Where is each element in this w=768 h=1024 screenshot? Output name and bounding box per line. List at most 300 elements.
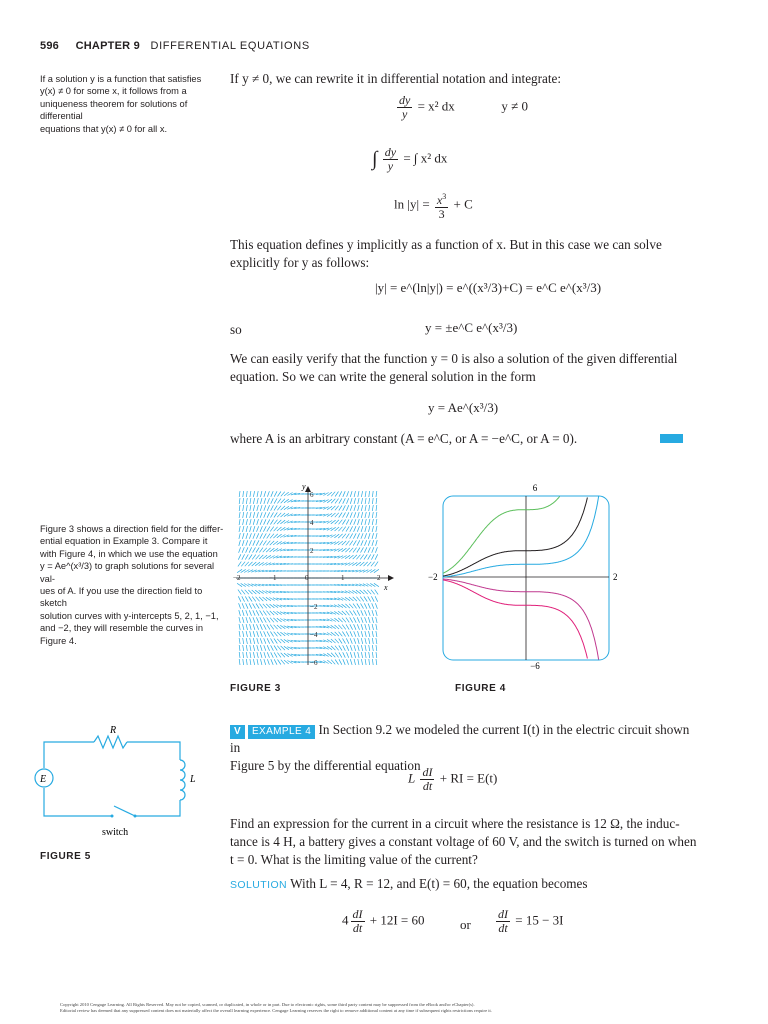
slope-segment	[350, 652, 352, 658]
slope-segment	[371, 596, 374, 601]
slope-segment	[250, 498, 251, 504]
fraction-dy-y-2: $\frac{dy}{y}$	[384, 145, 397, 173]
slope-segment	[238, 596, 241, 601]
slope-segment	[278, 660, 281, 665]
slope-segment	[339, 639, 342, 644]
y-tick-label: 6	[310, 491, 314, 499]
slope-segment	[271, 498, 274, 503]
slope-segment	[343, 505, 346, 510]
slope-segment	[253, 526, 255, 532]
slope-segment	[256, 597, 260, 602]
slope-segment	[360, 555, 364, 560]
slope-segment	[267, 652, 269, 658]
slope-segment	[239, 533, 240, 539]
slope-segment	[339, 506, 342, 511]
slope-segment	[263, 548, 267, 552]
slope-segment	[264, 512, 266, 518]
slope-segment	[360, 597, 364, 602]
slope-segment	[369, 652, 370, 658]
slope-segment	[277, 653, 281, 658]
slope-segment	[350, 498, 352, 504]
slope-segment	[271, 505, 274, 510]
slope-segment	[263, 624, 266, 629]
slope-segment	[361, 659, 362, 665]
final-left-rhs: + 12I = 60	[369, 912, 425, 928]
slope-segment	[264, 652, 266, 658]
page-number: 596	[40, 40, 60, 52]
slope-segment	[260, 526, 262, 532]
slope-segment	[270, 625, 274, 630]
slope-segment	[253, 638, 254, 644]
slope-segment	[259, 604, 263, 609]
slope-segment	[249, 603, 252, 608]
slope-segment	[257, 498, 258, 504]
slope-segment	[264, 638, 266, 644]
figure-4-caption: FIGURE 4	[455, 683, 506, 694]
x-min-label: −2	[428, 572, 438, 582]
slope-segment	[246, 519, 247, 525]
slope-segment	[239, 617, 240, 623]
problem-line: tance is 4 H, a battery gives a constant voltage of 60 V, and the switch is turned on when	[230, 834, 697, 849]
slope-segment	[239, 631, 240, 637]
slope-segment	[354, 645, 356, 651]
slope-segment	[253, 512, 254, 518]
slope-segment	[354, 638, 356, 644]
example-problem	[230, 815, 696, 869]
slope-segment	[263, 617, 266, 622]
slope-segment	[361, 652, 362, 658]
slope-segment	[239, 638, 240, 644]
slope-segment	[335, 646, 339, 651]
slope-segment	[271, 512, 274, 517]
slope-segment	[271, 491, 273, 497]
slope-segment	[250, 505, 251, 511]
slope-segment	[357, 617, 359, 622]
so-label: so	[230, 322, 242, 337]
slope-segment	[353, 548, 357, 553]
slope-segment	[339, 520, 343, 525]
slope-segment	[361, 645, 362, 651]
slope-segment	[365, 519, 366, 525]
slope-segment	[376, 526, 377, 532]
example-eq-rhs: + RI = E(t)	[439, 770, 498, 786]
slope-segment	[267, 491, 269, 497]
slope-segment	[257, 491, 258, 497]
slope-segment	[249, 610, 251, 616]
slope-segment	[260, 617, 263, 622]
slope-segment	[376, 540, 378, 546]
slope-segment	[257, 519, 259, 525]
slope-segment	[274, 652, 277, 657]
slope-segment	[256, 555, 260, 560]
slope-segment	[242, 610, 244, 616]
slope-segment	[263, 526, 266, 531]
slope-segment	[270, 527, 274, 532]
slope-segment	[274, 506, 277, 511]
slope-segment	[372, 547, 374, 553]
slope-segment	[260, 610, 263, 615]
slope-segment	[267, 534, 270, 539]
slope-segment	[243, 631, 244, 637]
slope-segment	[264, 659, 266, 665]
v-badge: V	[230, 725, 245, 739]
slope-segment	[260, 533, 263, 538]
slope-segment	[365, 624, 367, 630]
slope-segment	[253, 540, 255, 545]
slope-segment	[350, 631, 352, 636]
wire-bottom-right	[135, 800, 180, 816]
inductor-label: L	[190, 774, 196, 785]
slope-segment	[249, 540, 251, 546]
slope-segment	[354, 505, 356, 511]
slope-segment	[361, 631, 363, 637]
margin-line: Figure 4.	[40, 635, 77, 646]
slope-segment	[270, 520, 273, 525]
slope-segment	[253, 519, 255, 525]
slope-segment	[346, 618, 349, 623]
slope-segment	[372, 659, 373, 665]
slope-segment	[256, 610, 259, 615]
slope-segment	[260, 519, 262, 525]
slope-segment	[274, 520, 278, 525]
slope-segment	[346, 611, 350, 616]
equation-4: |y| = e^(ln|y|) = e^((x³/3)+C) = e^C e^(x³/3)	[375, 280, 602, 295]
equation-2: ∫ $\frac{dy}{y}$ = ∫ x² dx	[372, 145, 448, 173]
slope-segment	[238, 554, 241, 559]
slope-segment	[250, 519, 251, 525]
slope-segment	[358, 505, 360, 511]
slope-segment	[368, 617, 370, 623]
slope-segment	[246, 638, 247, 644]
slope-segment	[369, 638, 370, 644]
slope-segment	[274, 513, 277, 518]
slope-segment	[372, 540, 374, 546]
wire-top-left	[44, 742, 94, 768]
slope-segment	[372, 512, 373, 518]
slope-segment	[246, 624, 247, 630]
slope-segment	[335, 660, 338, 665]
x-axis-arrow	[388, 575, 394, 581]
slope-segment	[368, 533, 370, 539]
slope-segment	[267, 638, 270, 643]
x-axis-label: x	[384, 583, 388, 592]
slope-segment	[246, 526, 247, 532]
slope-segment	[246, 547, 248, 552]
slope-segment	[274, 498, 277, 503]
slope-segment	[260, 505, 262, 511]
slope-segment	[361, 547, 364, 552]
slope-segment	[246, 533, 248, 539]
slope-segment	[277, 506, 281, 511]
slope-segment	[243, 624, 244, 630]
slope-segment	[264, 631, 266, 636]
slope-segment	[376, 617, 377, 623]
slope-segment	[376, 645, 377, 651]
slope-segment	[361, 491, 362, 497]
slope-segment	[239, 610, 241, 616]
slope-segment	[376, 624, 377, 630]
slope-segment	[249, 617, 251, 623]
slope-segment	[361, 512, 362, 518]
slope-segment	[271, 652, 274, 657]
slope-segment	[253, 547, 256, 552]
y-max-label: 6	[532, 483, 538, 493]
slope-segment	[371, 554, 374, 559]
chapter-title: DIFFERENTIAL EQUATIONS	[150, 40, 310, 52]
slope-segment	[365, 610, 367, 616]
slope-segment	[350, 519, 352, 524]
slope-segment	[245, 596, 248, 601]
slope-segment	[246, 617, 248, 623]
slope-segment	[260, 631, 262, 637]
slope-segment	[264, 519, 266, 524]
slope-segment	[364, 597, 367, 602]
slope-segment	[372, 526, 373, 532]
slope-segment	[264, 645, 266, 651]
slope-segment	[347, 498, 349, 504]
slope-segment	[368, 540, 370, 546]
slope-segment	[243, 645, 244, 651]
intro-text: If y ≠ 0, we can rewrite it in differential notation and integrate:	[230, 71, 562, 86]
slope-segment	[246, 540, 248, 546]
slope-segment	[354, 652, 356, 658]
slope-segment	[250, 645, 251, 651]
footer-line: Copyright 2010 Cengage Learning. All Rights Reserved. May not be copied, scanned, or duplicated, in whole or in part. Due to electronic rights, some third party content may be suppressed from the eBook and/or eChapter(s).	[60, 1002, 475, 1007]
slope-segment	[358, 645, 360, 651]
slope-segment	[375, 596, 378, 601]
slope-segment	[342, 520, 345, 525]
slope-segment	[346, 505, 348, 511]
slope-segment	[372, 498, 373, 504]
slope-segment	[335, 653, 339, 658]
y-tick-label: −4	[310, 631, 318, 639]
slope-segment	[376, 659, 377, 665]
slope-segment	[356, 555, 360, 560]
example-equation: L $\frac{dI}{dt}$ + RI = E(t)	[408, 765, 498, 793]
slope-segment	[358, 631, 360, 637]
slope-segment	[250, 526, 252, 532]
slope-segment	[271, 645, 274, 650]
slope-segment	[357, 604, 360, 609]
fraction-x3-3: $\frac{x^3}{3}$	[436, 192, 447, 221]
slope-segment	[257, 631, 259, 637]
figure-3-caption: FIGURE 3	[230, 683, 281, 694]
slope-segment	[350, 611, 353, 616]
slope-segment	[372, 638, 373, 644]
slope-segment	[253, 498, 254, 504]
slope-segment	[267, 498, 269, 504]
slope-segment	[358, 519, 360, 525]
margin-line: ues of A. If you use the direction field to sketch	[40, 586, 203, 609]
slope-segment	[357, 548, 360, 553]
slope-segment	[364, 555, 367, 560]
resistor-label: R	[110, 725, 117, 736]
slope-segment	[346, 512, 349, 517]
slope-segment	[242, 617, 244, 623]
slope-segment	[365, 505, 366, 511]
slope-segment	[246, 498, 247, 504]
slope-segment	[372, 603, 374, 609]
eq3-lhs: ln |y| =	[394, 196, 430, 212]
slope-segment	[361, 610, 363, 615]
slope-segment	[350, 526, 353, 531]
slope-segment	[357, 540, 360, 545]
slope-segment	[267, 631, 270, 636]
slope-segment	[243, 638, 244, 644]
solution-curve	[443, 496, 599, 577]
slope-segment	[361, 498, 362, 504]
slope-segment	[257, 638, 259, 644]
slope-segment	[239, 519, 240, 525]
slope-segment	[354, 526, 356, 532]
slope-segment	[349, 548, 353, 552]
slope-segment	[239, 603, 241, 609]
slope-segment	[346, 534, 349, 539]
final-right-rhs: = 15 − 3I	[515, 912, 564, 928]
margin-note-uniqueness	[40, 73, 220, 135]
x-max-label: 2	[613, 572, 618, 582]
page-header	[40, 40, 310, 52]
slope-segment	[350, 624, 353, 629]
slope-segment	[339, 491, 342, 496]
slope-segment	[354, 519, 356, 525]
equation-6: y = Ae^(x³/3)	[428, 400, 499, 415]
slope-segment	[354, 512, 356, 518]
slope-segment	[256, 548, 259, 553]
slope-segment	[267, 519, 270, 524]
slope-segment	[243, 519, 244, 525]
resistor	[94, 736, 127, 748]
slope-segment	[261, 491, 262, 497]
slope-segment	[368, 603, 370, 608]
slope-segment	[246, 645, 247, 651]
slope-segment	[376, 638, 377, 644]
slope-segment	[256, 604, 259, 609]
slope-segment	[335, 499, 339, 504]
slope-segment	[343, 652, 346, 657]
slope-segment	[335, 506, 339, 511]
y-tick-label: 2	[310, 547, 314, 555]
slope-segment	[350, 617, 353, 622]
slope-segment	[238, 562, 241, 567]
slope-segment	[270, 534, 274, 539]
slope-segment	[335, 492, 338, 497]
slope-segment	[261, 659, 262, 665]
slope-segment	[365, 533, 367, 539]
slope-segment	[260, 652, 262, 658]
slope-segment	[353, 540, 356, 545]
slope-segment	[354, 624, 356, 630]
slope-segment	[241, 562, 245, 567]
slope-segment	[253, 645, 254, 651]
slope-segment	[342, 632, 345, 637]
slope-segment	[242, 603, 244, 609]
wire-top-right	[127, 742, 180, 760]
slope-segment	[257, 645, 259, 651]
slope-segment	[241, 590, 245, 595]
equation-1	[395, 94, 528, 121]
y-min-label: −6	[530, 661, 540, 671]
slope-segment	[274, 632, 278, 637]
slope-segment	[264, 491, 266, 497]
paragraph-3	[230, 350, 677, 386]
slope-segment	[350, 491, 352, 497]
slope-segment	[250, 659, 251, 665]
final-equation-left: 4 $\frac{dI}{dt}$ + 12I = 60	[342, 907, 425, 935]
slope-segment	[357, 624, 359, 630]
slope-segment	[376, 652, 377, 658]
slope-segment	[347, 491, 349, 497]
slope-segment	[243, 512, 244, 518]
slope-segment	[376, 610, 378, 616]
figure-3-direction-field	[228, 480, 403, 670]
slope-segment	[245, 562, 249, 566]
problem-line: Find an expression for the current in a circuit where the resistance is 12 Ω, the induc-	[230, 816, 680, 831]
slope-segment	[257, 512, 259, 518]
chapter-label: CHAPTER 9	[75, 40, 140, 52]
slope-segment	[246, 631, 247, 637]
slope-segment	[249, 547, 252, 552]
slope-segment	[372, 505, 373, 511]
solution-curve	[443, 579, 599, 660]
slope-segment	[375, 547, 377, 553]
slope-segment	[250, 638, 251, 644]
slope-segment	[239, 498, 240, 504]
slope-segment	[263, 611, 266, 616]
solution-text: With L = 4, R = 12, and E(t) = 60, the equation becomes	[290, 876, 588, 891]
margin-line: ential equation in Example 3. Compare it	[40, 536, 208, 547]
slope-segment	[372, 631, 373, 637]
paragraph-line: explicitly for y as follows:	[230, 255, 370, 270]
solution-label: SOLUTION	[230, 879, 288, 891]
slope-segment	[264, 498, 266, 504]
slope-segment	[369, 505, 370, 511]
slope-segment	[346, 624, 349, 629]
slope-segment	[239, 624, 240, 630]
slope-segment	[239, 645, 240, 651]
slope-segment	[376, 519, 377, 525]
switch-pivot	[134, 815, 137, 818]
slope-segment	[365, 491, 366, 497]
final-equation-right	[494, 908, 564, 935]
slope-segment	[239, 547, 241, 553]
slope-segment	[372, 533, 374, 539]
paragraph-4: where A is an arbitrary constant (A = e^C, or A = −e^C, or A = 0).	[230, 431, 578, 446]
slope-segment	[239, 652, 240, 658]
slope-segment	[343, 491, 345, 497]
slope-segment	[343, 645, 346, 650]
curves	[443, 496, 599, 659]
slope-segment	[257, 652, 258, 658]
slope-segment	[364, 547, 367, 552]
slope-segment	[267, 659, 269, 665]
slope-segment	[368, 596, 371, 601]
slope-segment	[243, 505, 244, 511]
slope-segment	[372, 610, 374, 616]
slope-segment	[350, 541, 353, 546]
slope-segment	[277, 646, 281, 651]
slope-segment	[271, 638, 274, 643]
solution-line	[230, 875, 588, 894]
figure-5-circuit	[30, 720, 200, 840]
slope-segment	[369, 659, 370, 665]
slope-segment	[242, 533, 244, 539]
slope-segment	[249, 597, 252, 602]
slope-segment	[249, 533, 251, 539]
slope-segment	[376, 491, 377, 497]
slope-segment	[346, 631, 349, 636]
slope-segment	[365, 617, 367, 623]
